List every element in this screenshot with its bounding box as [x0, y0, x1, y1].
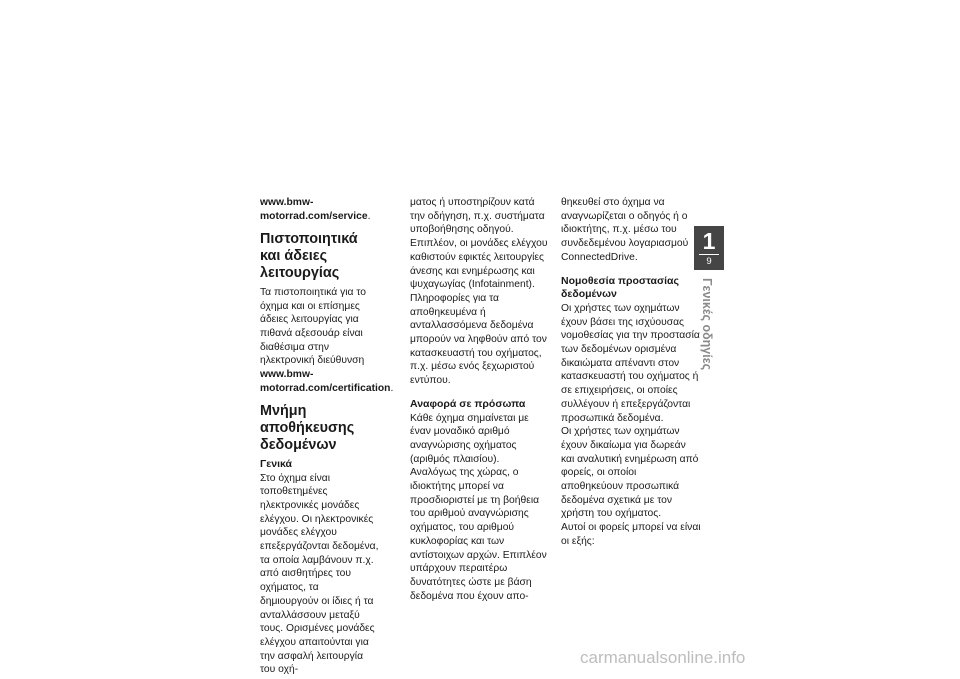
paragraph-certificates: Τα πιστοποιητικά για το όχημα και οι επίσημες άδειες λειτουργίας για πιθανά αξεσουάρ είναι διαθέσιμα στην ηλεκτρονική διεύθυνση www.bmw-motorrad.com/certification.	[260, 286, 394, 394]
service-url-paragraph: www.bmw-motorrad.com/service.	[260, 197, 371, 222]
watermark: carmanualsonline.info	[580, 648, 746, 667]
paragraph-stored-data: Πληροφορίες για τα αποθηκευμένα ή ανταλλασσόμενα δεδομένα μπορούν να ληφθούν από τον κατασκευαστή του οχήματος, π.χ. μέσω ενός ξεχωριστού εντύπου.	[410, 292, 547, 387]
column-3	[561, 196, 701, 549]
chapter-number: 1	[702, 228, 716, 254]
chapter-tab	[694, 226, 724, 270]
service-url-link[interactable]: www.bmw-motorrad.com/service	[260, 197, 368, 222]
heading-general: Γενικά	[260, 457, 293, 470]
page-number: 9	[706, 256, 712, 267]
heading-data-memory: Μνήμη αποθήκευσης δεδομένων	[260, 403, 355, 454]
paragraph-information-right: Οι χρήστες των οχημάτων έχουν δικαίωμα για δωρεάν και αναλυτική ενημέρωση από φορείς, οι οποίοι αποθηκεύουν προσωπικά δεδομένα σχετικά με τον χρήστη του οχήματος.	[561, 426, 699, 520]
section-title-vertical	[696, 278, 716, 388]
heading-personal-reference: Αναφορά σε πρόσωπα	[410, 397, 526, 410]
paragraph-personal-reference: Κάθε όχημα σημαίνεται με έναν μοναδικό αριθμό αναγνώρισης οχήματος (αριθμός πλαισίου). Αναλόγως της χώρας, ο ιδιοκτήτης μπορεί να προσδιοριστεί με τη βοήθεια του αριθμού αναγνώρισης οχήματος, του αριθμού κυκλοφορίας και των αντίστοιχων αρχών. Επιπλέον υπάρχουν περαιτέρω δυνατότητες ώστε με βάση δεδομένα που έχουν απο-	[410, 412, 547, 602]
paragraph-identification: θηκευθεί στο όχημα να αναγνωρίζεται ο οδηγός ή ο ιδιοκτήτης, π.χ. μέσω του συνδεδεμένου λογαριασμού ConnectedDrive.	[561, 197, 689, 263]
column-2	[410, 196, 548, 603]
heading-certificates: Πιστοποιητικά και άδειες λειτουργίας	[260, 231, 358, 281]
heading-data-protection-law: Νομοθεσία προστασίας δεδομένων	[561, 274, 679, 301]
section-title: Γενικές οδηγίες	[700, 278, 714, 371]
paragraph-general: Στο όχημα είναι τοποθετημένες ηλεκτρονικές μονάδες ελέγχου. Οι ηλεκτρονικές μονάδες ελέγχου επεξεργάζονται δεδομένα, τα οποία λαμβάνουν π.χ. από αισθητήρες του οχήματος, τα δημιουργούν οι ίδιες ή τα ανταλλάσσουν μεταξύ τους. Ορισμένες μονάδες ελέγχου απαιτούνται για την ασφαλή λειτουργία του οχή-	[260, 472, 379, 676]
paragraph-control-units: ματος ή υποστηρίζουν κατά την οδήγηση, π.χ. συστήματα υποβοήθησης οδηγού. Επιπλέον, οι μονάδες ελέγχου καθιστούν εφικτές λειτουργίες άνεσης και ενημέρωσης και ψυχαγωγίας (Infotainment).	[410, 197, 548, 291]
chapter-tab-divider	[699, 254, 719, 255]
column-1	[260, 196, 394, 677]
certification-url-link[interactable]: www.bmw-motorrad.com/certification	[260, 369, 391, 394]
paragraph-user-rights: Οι χρήστες των οχημάτων έχουν βάσει της ισχύουσας νομοθεσίας για την προστασία των δεδομένων ορισμένα δικαιώματα απέναντι στον κατασκευαστή του οχήματος ή σε επιχειρήσεις, οι οποίες συλλέγουν ή επεξεργάζονται προσωπικά δεδομένα.	[561, 302, 700, 424]
paragraph-bodies: Αυτοί οι φορείς μπορεί να είναι οι εξής:	[561, 522, 701, 547]
